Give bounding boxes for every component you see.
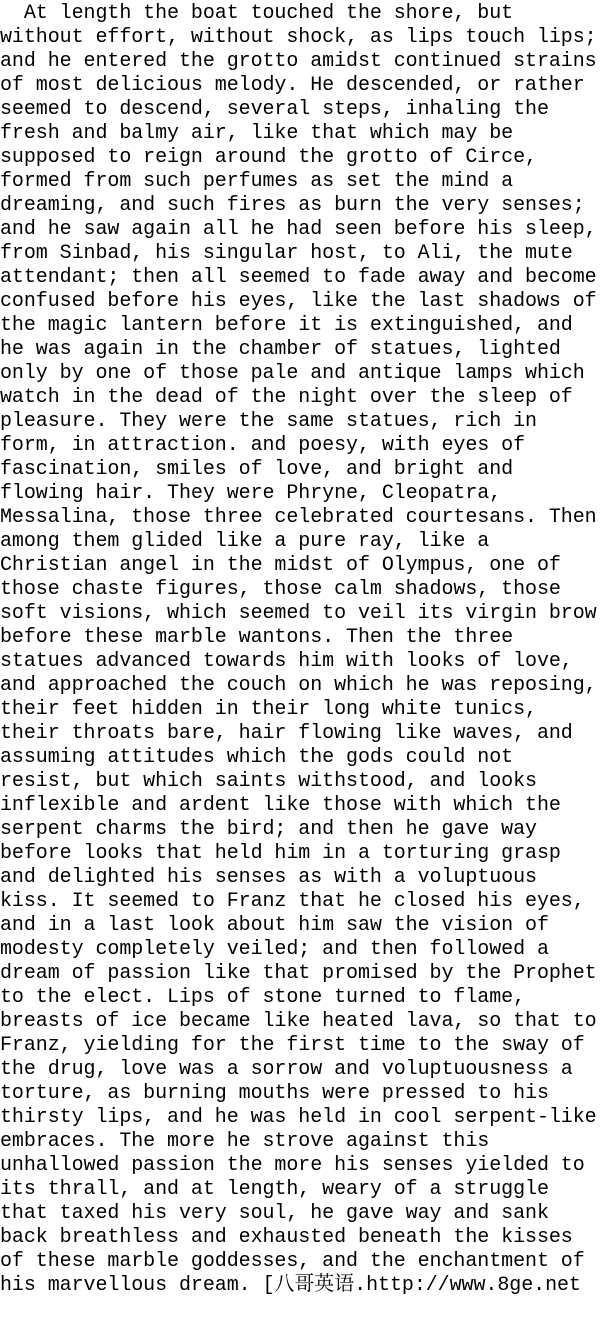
text-line: At length the boat touched the shore, but — [0, 2, 514, 25]
text-line: statues advanced towards him with looks of love, — [0, 650, 573, 673]
text-line: pleasure. They were the same statues, rich in — [0, 410, 537, 433]
text-line: thirsty lips, and he was held in cool serpent-like — [0, 1106, 597, 1129]
text-line: unhallowed passion the more his senses yielded to — [0, 1154, 585, 1177]
text-line: torture, as burning mouths were pressed to his — [0, 1082, 549, 1105]
text-line: kiss. It seemed to Franz that he closed his eyes, — [0, 890, 585, 913]
text-line: he was again in the chamber of statues, lighted — [0, 338, 561, 361]
text-line: the magic lantern before it is extinguished, and — [0, 314, 573, 337]
text-line: supposed to reign around the grotto of Circe, — [0, 146, 537, 169]
text-line: soft visions, which seemed to veil its virgin brow — [0, 602, 597, 625]
text-line: its thrall, and at length, weary of a struggle — [0, 1178, 549, 1201]
text-line: those chaste figures, those calm shadows, those — [0, 578, 561, 601]
text-line: among them glided like a pure ray, like a — [0, 530, 490, 553]
text-line: fresh and balmy air, like that which may be — [0, 122, 514, 145]
text-line: dream of passion like that promised by the Prophet — [0, 962, 597, 985]
text-line: inflexible and ardent like those with which the — [0, 794, 561, 817]
text-line: fascination, smiles of love, and bright and — [0, 458, 514, 481]
text-line: form, in attraction. and poesy, with eyes of — [0, 434, 526, 457]
text-line: and approached the couch on which he was reposing, — [0, 674, 597, 697]
text-line: confused before his eyes, like the last shadows of — [0, 290, 597, 313]
text-line: flowing hair. They were Phryne, Cleopatra, — [0, 482, 502, 505]
text-line: Messalina, those three celebrated courtesans. Then — [0, 506, 597, 529]
text-line: before these marble wantons. Then the three — [0, 626, 514, 649]
text-line: and delighted his senses as with a voluptuous — [0, 866, 537, 889]
text-line: before looks that held him in a torturing grasp — [0, 842, 561, 865]
text-line: resist, but which saints withstood, and looks — [0, 770, 537, 793]
text-line: of most delicious melody. He descended, or rather — [0, 74, 585, 97]
text-line: without effort, without shock, as lips touch lips; — [0, 26, 597, 49]
text-line: serpent charms the bird; and then he gave way — [0, 818, 537, 841]
text-line: and in a last look about him saw the vision of — [0, 914, 549, 937]
text-line: assuming attitudes which the gods could not — [0, 746, 514, 769]
text-line: Christian angel in the midst of Olympus, one of — [0, 554, 561, 577]
text-line: of these marble goddesses, and the enchantment of — [0, 1250, 585, 1273]
text-line: breasts of ice became like heated lava, so that to — [0, 1010, 597, 1033]
text-line: the drug, love was a sorrow and voluptuousness a — [0, 1058, 573, 1081]
text-line: their feet hidden in their long white tunics, — [0, 698, 537, 721]
text-line: that taxed his very soul, he gave way and sank — [0, 1202, 549, 1225]
text-line: Franz, yielding for the first time to the sway of — [0, 1034, 585, 1057]
text-line: watch in the dead of the night over the sleep of — [0, 386, 573, 409]
text-line: to the elect. Lips of stone turned to flame, — [0, 986, 526, 1009]
text-line: formed from such perfumes as set the mind a — [0, 170, 514, 193]
text-line: embraces. The more he strove against this — [0, 1130, 490, 1153]
text-line: back breathless and exhausted beneath the kisses — [0, 1226, 573, 1249]
text-line: seemed to descend, several steps, inhaling the — [0, 98, 549, 121]
text-line: attendant; then all seemed to fade away and become — [0, 266, 597, 289]
text-line: only by one of those pale and antique lamps which — [0, 362, 585, 385]
text-line: from Sinbad, his singular host, to Ali, the mute — [0, 242, 573, 265]
text-line: dreaming, and such fires as burn the very senses; — [0, 194, 585, 217]
text-line: his marvellous dream. [八哥英语.http://www.8ge.net — [0, 1274, 581, 1297]
text-line: and he saw again all he had seen before his sleep, — [0, 218, 597, 241]
text-line: modesty completely veiled; and then followed a — [0, 938, 549, 961]
text-line: and he entered the grotto amidst continued strains — [0, 50, 597, 73]
text-line: their throats bare, hair flowing like waves, and — [0, 722, 573, 745]
